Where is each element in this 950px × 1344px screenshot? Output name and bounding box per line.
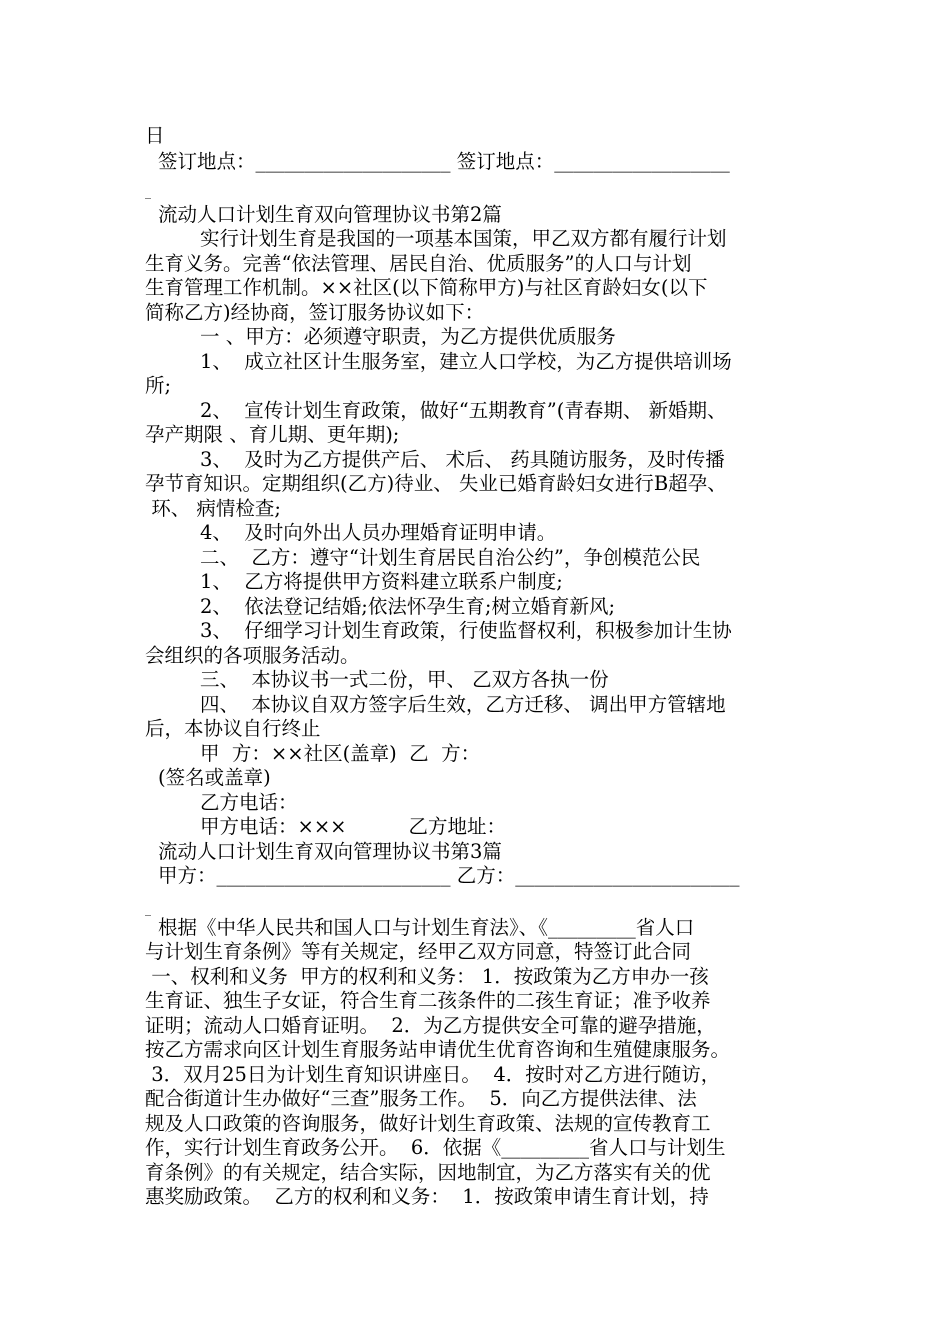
section-title-part2: 流动人口计划生育双向管理协议书第2篇: [158, 203, 502, 226]
clause-item: 3、 仔细学习计划生育政策，行使监督权利，积极参加计生协: [200, 619, 732, 642]
paragraph-line: 与计划生育条例》等有关规定，经甲乙双方同意，特签订此合同: [145, 940, 692, 963]
signature-line: 甲 方：××社区(盖章) 乙 方：: [200, 742, 481, 765]
paragraph-line: 根据《中华人民共和国人口与计划生育法》、《_________省人口: [158, 916, 695, 939]
section-title-part3: 流动人口计划生育双向管理协议书第3篇: [158, 840, 502, 863]
paragraph-line: 惠奖励政策。 乙方的权利和义务： 1．按政策申请生育计划，持: [145, 1185, 709, 1208]
clause-item-cont: 后，本协议自行终止: [145, 717, 321, 740]
signature-note: (签名或盖章): [158, 766, 271, 789]
paragraph-line: 育条例》的有关规定，结合实际，因地制宜，为乙方落实有关的优: [145, 1161, 711, 1184]
underscore-fragment: _: [145, 185, 151, 199]
clause-item: 3、 及时为乙方提供产后、 术后、 药具随访服务，及时传播: [200, 448, 725, 471]
clause-item-cont: 所;: [145, 374, 172, 397]
paragraph-line: 按乙方需求向区计划生育服务站申请优生优育咨询和生殖健康服务。: [145, 1038, 731, 1061]
paragraph-line: 生育义务。完善“依法管理、居民自治、优质服务”的人口与计划: [145, 252, 692, 275]
clause-item: 1、 成立社区计生服务室，建立人口学校，为乙方提供培训场: [200, 350, 732, 373]
paragraph-line: 规及人口政策的咨询服务，做好计划生育政策、法规的宣传教育工: [145, 1112, 711, 1135]
paragraph-line: 生育管理工作机制。××社区(以下简称甲方)与社区育龄妇女(以下: [145, 276, 708, 299]
party-b-phone: 乙方电话：: [200, 791, 298, 814]
paragraph-line: 生育证、独生子女证，符合生育二孩条件的二孩生育证；准予收养: [145, 989, 711, 1012]
paragraph-line: 简称乙方)经协商，签订服务协议如下：: [145, 301, 485, 324]
paragraph-line: 一、权利和义务 甲方的权利和义务： 1．按政策为乙方申办一孩: [145, 965, 709, 988]
underscore-fragment: _: [145, 902, 151, 916]
paragraph-line: 作，实行计划生育政务公开。 6．依据《_________省人口与计划生: [145, 1136, 726, 1159]
clause-heading-b: 二、 乙方：遵守“计划生育居民自治公约”，争创模范公民: [200, 546, 701, 569]
paragraph-line: 实行计划生育是我国的一项基本国策，甲乙双方都有履行计划: [200, 227, 727, 250]
date-fragment: 日: [145, 124, 165, 147]
clause-item: 2、 宣传计划生育政策，做好“五期教育”(青春期、 新婚期、: [200, 399, 727, 422]
paragraph-line: 3．双月25日为计划生育知识讲座日。 4．按时对乙方进行随访，: [145, 1063, 721, 1086]
clause-item-cont: 环、 病情检查;: [145, 497, 281, 520]
clause-item: 4、 及时向外出人员办理婚育证明申请。: [200, 521, 557, 544]
clause-item: 1、 乙方将提供甲方资料建立联系户制度;: [200, 570, 563, 593]
clause-item-cont: 孕节育知识。定期组织(乙方)待业、 失业已婚育龄妇女进行B超孕、: [145, 472, 727, 495]
clause-heading-c: 三、 本协议书一式二份，甲、 乙双方各执一份: [200, 668, 609, 691]
clause-item-cont: 孕产期限 、育儿期、更年期);: [145, 423, 400, 446]
clause-heading-a: 一 、甲方：必须遵守职责，为乙方提供优质服务: [200, 325, 616, 348]
clause-item: 2、 依法登记结婚;依法怀孕生育;树立婚育新风;: [200, 595, 616, 618]
clause-item-cont: 会组织的各项服务活动。: [145, 644, 360, 667]
paragraph-line: 配合街道计生办做好“三查”服务工作。 5．向乙方提供法律、法: [145, 1087, 697, 1110]
paragraph-line: 证明；流动人口婚育证明。 2．为乙方提供安全可靠的避孕措施，: [145, 1014, 716, 1037]
clause-heading-d: 四、 本协议自双方签字后生效，乙方迁移、 调出甲方管辖地: [200, 693, 726, 716]
signing-place-line: 签订地点：____________________ 签订地点：__________________: [158, 150, 730, 173]
party-a-phone-b-address: 甲方电话：××× 乙方地址：: [200, 815, 507, 838]
parties-line: 甲方：________________________ 乙方：_______________________: [158, 864, 740, 887]
